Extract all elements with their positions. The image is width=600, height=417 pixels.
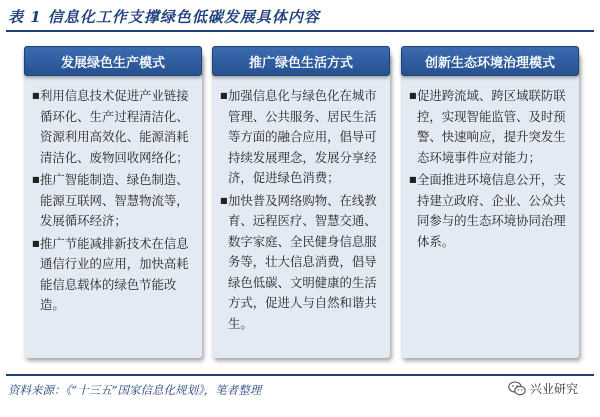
list-item xyxy=(32,234,194,316)
brand-watermark xyxy=(508,380,578,397)
source-note: 资料来源：《“十三五”国家信息化规划》，笔者整理 xyxy=(8,383,262,397)
table-title: 表 1 信息化工作支撑绿色低碳发展具体内容 xyxy=(8,8,320,26)
column-body xyxy=(32,86,194,352)
list-item xyxy=(220,86,382,189)
bullet-icon: ■ xyxy=(220,91,228,100)
bullet-icon: ■ xyxy=(409,175,417,184)
list-item xyxy=(409,170,571,252)
top-divider xyxy=(6,30,594,32)
bullet-icon: ■ xyxy=(409,91,417,100)
column-body xyxy=(220,86,382,352)
bottom-divider xyxy=(6,374,594,376)
list-item-text: 推广节能减排新技术在信息通信行业的应用，加快高耗能信息载体的绿色节能改造。 xyxy=(40,235,189,312)
column-body xyxy=(409,86,571,352)
bullet-icon: ■ xyxy=(32,238,40,248)
bullet-icon: ■ xyxy=(220,195,228,205)
bullet-icon: ■ xyxy=(32,175,40,184)
list-item-text: 全面推进环境信息公开，支持建立政府、企业、公众共同参与的生态环境协同治理体系。 xyxy=(417,172,566,249)
column-green-production xyxy=(24,52,202,358)
brand-label: 兴业研究 xyxy=(529,382,578,396)
list-item-text: 促进跨流域、跨区域联防联控，实现智能监管、及时预警、快速响应，提升突发生态环境事件应对能力； xyxy=(417,88,566,165)
list-item xyxy=(409,86,571,168)
list-item xyxy=(32,86,194,168)
column-eco-governance xyxy=(401,52,579,358)
list-item-text: 加强信息化与绿色化在城市管理、公共服务、居民生活等方面的融合应用，倡导可持续发展理念，发展分享经济，促进绿色消费； xyxy=(228,88,377,185)
list-item xyxy=(32,170,194,232)
list-item-text: 利用信息技术促进产业链接循环化、生产过程清洁化、资源利用高效化、能源消耗清洁化、废物回收网络化； xyxy=(40,88,189,165)
list-item-text: 推广智能制造、绿色制造、能源互联网、智慧物流等，发展循环经济； xyxy=(40,172,189,228)
list-item-text: 加快普及网络购物、在线教育、远程医疗、智慧交通、数字家庭、全民健身信息服务等，壮大信息消费，倡导绿色低碳、文明健康的生活方式，促进人与自然和谐共生。 xyxy=(228,192,377,331)
column-header: 发展绿色生产模式 xyxy=(24,46,202,76)
list-item xyxy=(220,191,382,335)
column-header: 创新生态环境治理模式 xyxy=(401,46,579,76)
column-green-lifestyle xyxy=(212,52,390,358)
column-header: 推广绿色生活方式 xyxy=(212,46,390,76)
wechat-icon xyxy=(508,381,526,396)
bullet-icon: ■ xyxy=(32,91,40,100)
